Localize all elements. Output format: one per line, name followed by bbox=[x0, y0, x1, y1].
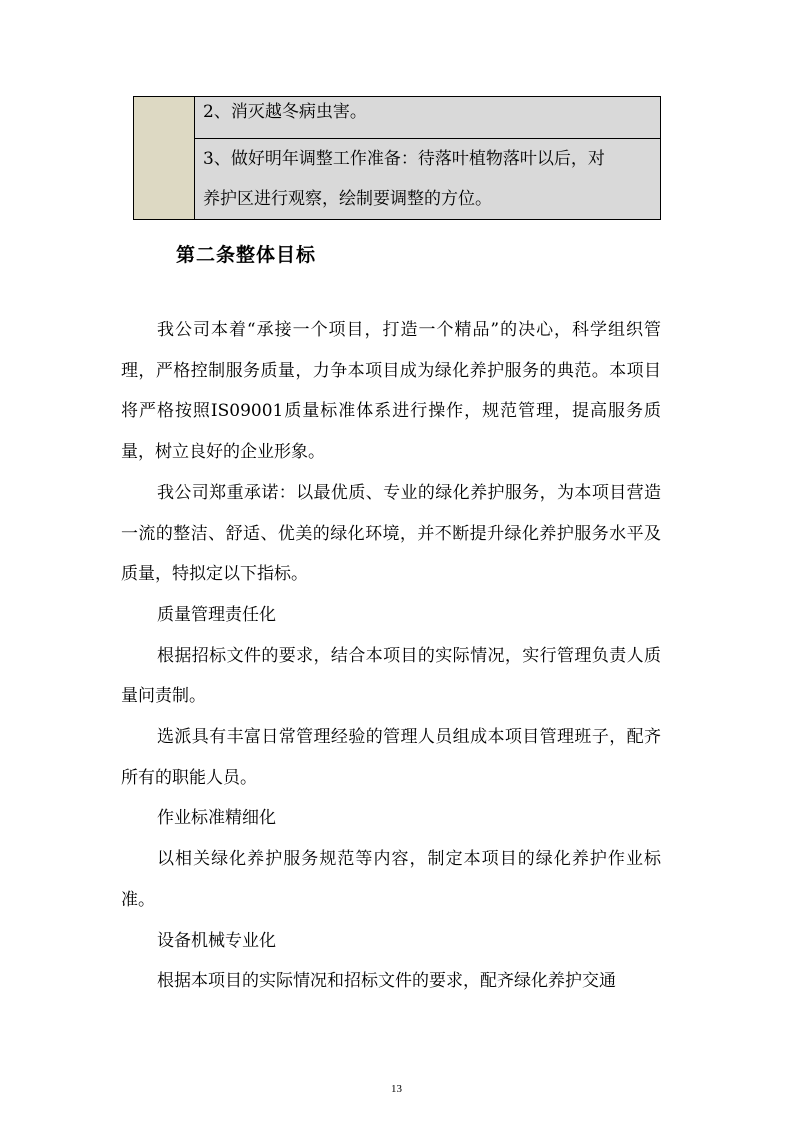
page-number: 13 bbox=[391, 1083, 402, 1095]
section-heading: 第二条整体目标 bbox=[176, 244, 317, 266]
paragraph-equipment: 根据本项目的实际情况和招标文件的要求，配齐绿化养护交通 bbox=[157, 971, 616, 992]
subheading-equipment: 设备机械专业化 bbox=[157, 930, 276, 951]
body-text bbox=[121, 310, 661, 1002]
table-label-cell bbox=[134, 97, 195, 219]
paragraph-promise: 我公司郑重承诺：以最优质、专业的绿化养护服务，为本项目营造一流的整洁、舒适、优美的绿化环境，并不断提升绿化养护服务水平及质量，特拟定以下指标。 bbox=[121, 482, 661, 585]
paragraph-standards: 以相关绿化养护服务规范等内容，制定本项目的绿化养护作业标准。 bbox=[121, 849, 661, 910]
table-row-item-3-line2: 养护区进行观察，绘制要调整的方位。 bbox=[203, 189, 492, 209]
table-row-item-2: 2、消灭越冬病虫害。 bbox=[195, 97, 660, 139]
paragraph-quality-2: 选派具有丰富日常管理经验的管理人员组成本项目管理班子，配齐所有的职能人员。 bbox=[121, 727, 661, 788]
task-table bbox=[133, 96, 661, 220]
subheading-standards: 作业标准精细化 bbox=[157, 808, 276, 829]
table-content-cells bbox=[195, 97, 660, 219]
table-row-item-3 bbox=[195, 139, 660, 219]
table-row-item-3-line1: 3、做好明年调整工作准备：待落叶植物落叶以后，对 bbox=[203, 149, 605, 169]
subheading-quality: 质量管理责任化 bbox=[157, 604, 276, 625]
paragraph-commitment: 我公司本着“承接一个项目，打造一个精品”的决心，科学组织管理，严格控制服务质量，力争本项目成为绿化养护服务的典范。本项目将严格按照IS09001质量标准体系进行操作，规范管理，提高服务质量，树立良好的企业形象。 bbox=[121, 320, 661, 463]
paragraph-quality-1: 根据招标文件的要求，结合本项目的实际情况，实行管理负责人质量问责制。 bbox=[121, 645, 661, 707]
